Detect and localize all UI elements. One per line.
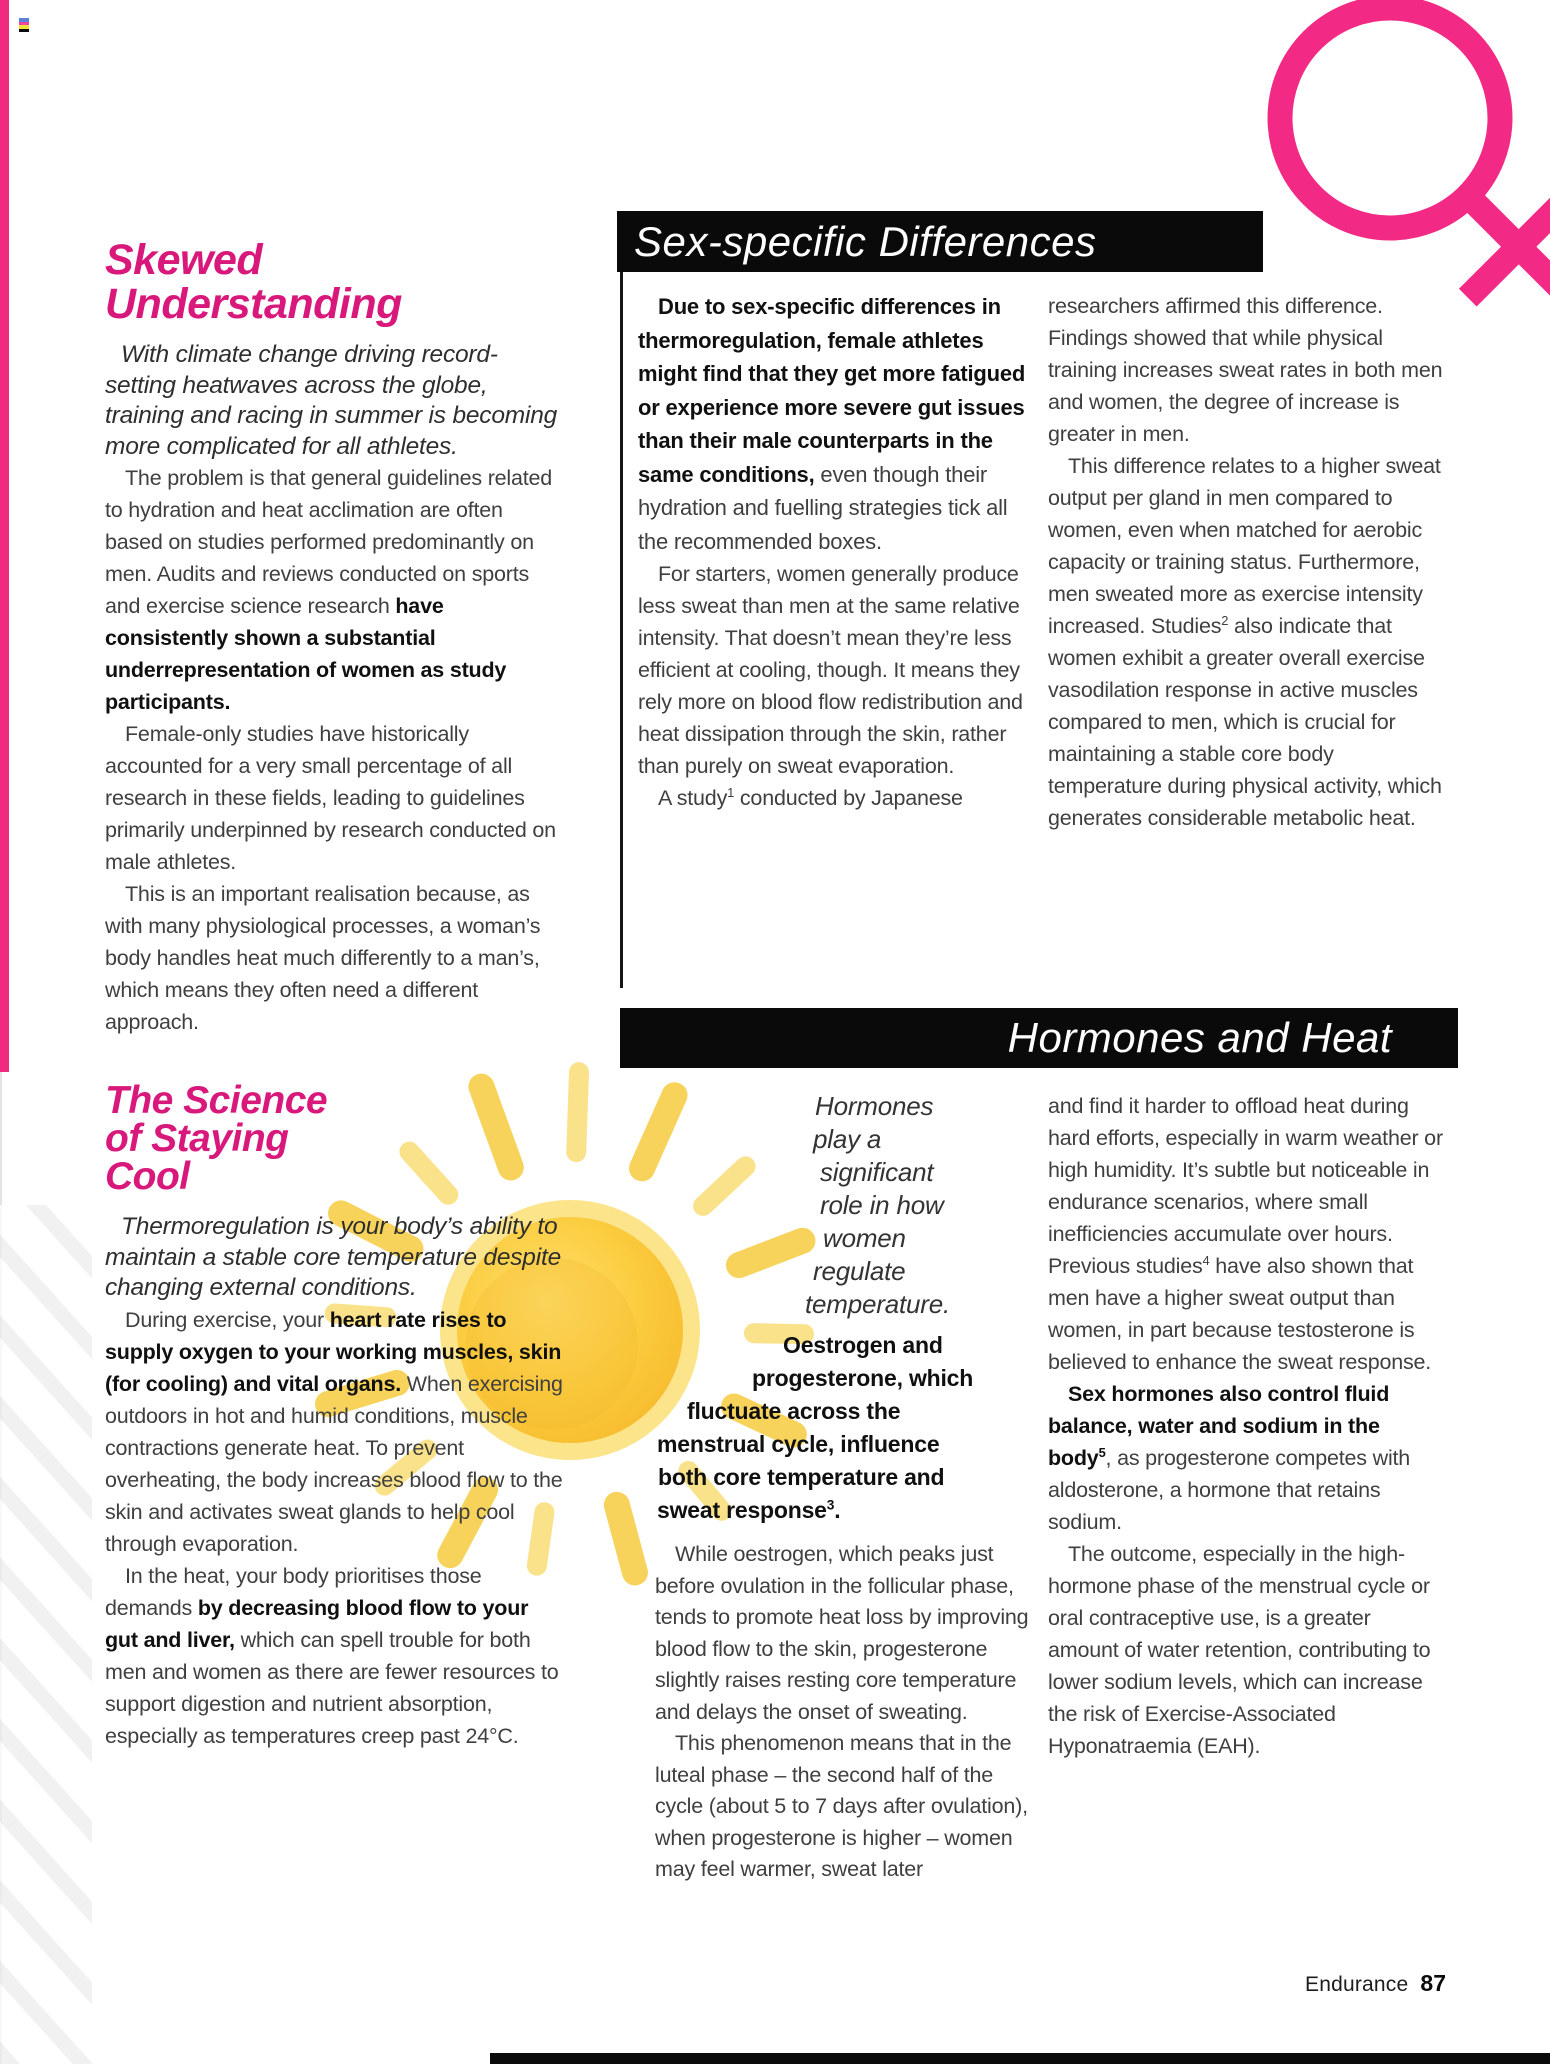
bottom-black-bar	[490, 2053, 1550, 2064]
heading-line: of Staying	[105, 1117, 289, 1160]
intro-line: temperature.	[805, 1289, 951, 1319]
intro-paragraph-wrapped	[655, 1090, 1045, 1321]
bold-line: Oestrogen and	[783, 1332, 943, 1358]
bold-lead-wrapped	[655, 1329, 1045, 1527]
section1-right-column	[1048, 290, 1446, 834]
left-column	[105, 238, 565, 1752]
body-paragraph: Due to sex-specific differences in thermoregulation, female athletes might find that they get more fatigued or experience more severe gut issues than their male counterparts in the same conditions, even though their hydration and fuelling strategies tick all the recommended boxes.	[638, 294, 1026, 554]
body-paragraph: The outcome, especially in the high-hormone phase of the menstrual cycle or oral contraceptive use, is a greater amount of water retention, contributing to lower sodium levels, which can increase the risk of Exercise-Associated Hyponatraemia (EAH).	[1048, 1542, 1431, 1758]
body-paragraph: While oestrogen, which peaks just before ovulation in the follicular phase, tends to promote heat loss by improving blood flow to the skin, progesterone slightly raises resting core temperature and delays the onset of sweating.	[655, 1542, 1029, 1724]
body-paragraph: The problem is that general guidelines related to hydration and heat acclimation are often based on studies performed predominantly on men. Audits and reviews conducted on sports and exercise science research have consistently shown a substantial underrepresentation of women as study participants.	[105, 466, 553, 714]
intro-line: women	[823, 1223, 906, 1253]
body-paragraph: This is an important realisation because, as with many physiological processes, a woman’s body handles heat much differently to a man’s, which means they often need a different approach.	[105, 882, 541, 1034]
body-paragraph: This phenomenon means that in the luteal phase – the second half of the cycle (about 5 to 7 days after ovulation), when progesterone is higher – women may feel warmer, sweat later	[655, 1731, 1028, 1881]
section-banner-sex-specific-differences	[617, 211, 1263, 272]
bold-line: progesterone, which	[752, 1365, 974, 1391]
heading-line: Cool	[105, 1155, 190, 1198]
intro-line: regulate	[813, 1256, 906, 1286]
page-footer	[1046, 1970, 1446, 1997]
page-number: 87	[1420, 1970, 1446, 1996]
section2-right-column	[1048, 1090, 1446, 1762]
intro-line: Hormones	[815, 1091, 934, 1121]
intro-line: role in how	[820, 1190, 944, 1220]
bold-line: fluctuate across the	[687, 1398, 901, 1424]
banner-title: Hormones and Heat	[1007, 1014, 1392, 1061]
intro-line: significant	[820, 1157, 934, 1187]
heading-line: Skewed	[105, 236, 263, 284]
chevron-pattern-decoration	[0, 1205, 92, 2064]
magazine-title: Endurance	[1305, 1973, 1409, 1996]
print-registration-mark	[19, 18, 29, 32]
body-paragraph: In the heat, your body prioritises those demands by decreasing blood flow to your gut and liver, which can spell trouble for both men and women as there are fewer resources to support digestion and nutrient absorption, especially as temperatures creep past 24°C.	[105, 1563, 559, 1748]
body-paragraph: and find it harder to offload heat during hard efforts, especially in warm weather or high humidity. It’s subtle but noticeable in endurance scenarios, where small inefficiencies accumulate over hours. Previous studies$^4$ have also shown that men have a higher sweat output than women, in part because testosterone is believed to enhance the sweat response.	[1048, 1094, 1443, 1374]
intro-line: play a	[813, 1124, 882, 1154]
body-paragraph: Sex hormones also control fluid balance, water and sodium in the body$^5$, as progesterone competes with aldosterone, a hormone that retains sodium.	[1048, 1382, 1411, 1534]
bold-line: both core temperature and	[658, 1464, 945, 1490]
article-heading-skewed-understanding	[105, 238, 565, 326]
body-paragraph: This difference relates to a higher sweat output per gland in men compared to women, even when matched for aerobic capacity or training status. Furthermore, men sweated more as exercise intensity increased. Studies$^2$ also indicate that women exhibit a greater overall exercise vasodilation response in active muscles compared to men, which is crucial for maintaining a stable core body temperature during physical activity, which generates considerable metabolic heat.	[1048, 454, 1442, 830]
bold-line: sweat response$^3$.	[657, 1497, 841, 1523]
section1-middle-column	[638, 290, 1030, 814]
article-heading-science-of-staying-cool	[105, 1079, 565, 1198]
column-divider-rule	[620, 272, 623, 988]
heading-line: The Science	[105, 1079, 328, 1122]
pink-edge-bar	[0, 0, 9, 1072]
body-paragraph: For starters, women generally produce less sweat than men at the same relative intensity. That doesn’t mean they’re less efficient at cooling, though. It means they rely more on blood flow redistribution and heat dissipation through the skin, rather than purely on sweat evaporation.	[638, 562, 1023, 778]
section2-middle-column	[655, 1090, 1045, 1886]
intro-paragraph: Thermoregulation is your body’s ability to maintain a stable core temperature despite changing external conditions.	[105, 1213, 561, 1301]
body-paragraph: During exercise, your heart rate rises to supply oxygen to your working muscles, skin (for cooling) and vital organs. When exercising outdoors in hot and humid conditions, muscle contractions generate heat. To prevent overheating, the body increases blood flow to the skin and activates sweat glands to help cool through evaporation.	[105, 1307, 563, 1556]
body-paragraph: A study$^1$ conducted by Japanese	[658, 784, 963, 810]
banner-title: Sex-specific Differences	[634, 217, 1097, 265]
body-paragraph: researchers affirmed this difference. Findings showed that while physical training increases sweat rates in both men and women, the degree of increase is greater in men.	[1048, 294, 1443, 446]
bold-line: menstrual cycle, influence	[657, 1431, 940, 1457]
section-banner-hormones-and-heat	[620, 1008, 1458, 1068]
body-paragraph: Female-only studies have historically accounted for a very small percentage of all research in these fields, leading to guidelines primarily underpinned by research conducted on male athletes.	[105, 722, 556, 874]
heading-line: Understanding	[105, 280, 402, 328]
intro-paragraph: With climate change driving record-setting heatwaves across the globe, training and racing in summer is becoming more complicated for all athletes.	[105, 341, 558, 460]
